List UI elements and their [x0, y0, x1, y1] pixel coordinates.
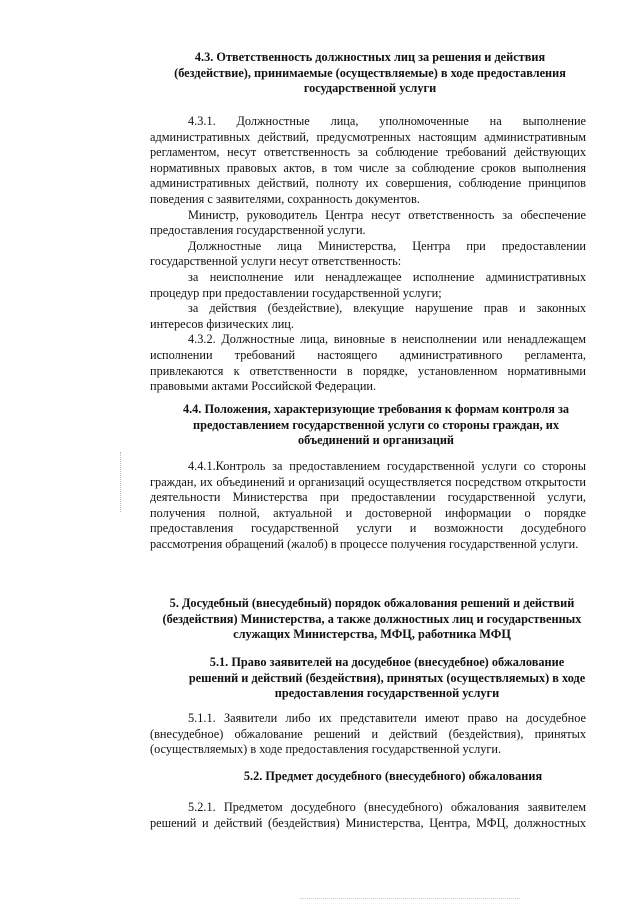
paragraph-nonperformance: за неисполнение или ненадлежащее исполнение административных процедур при предоставлении государственной услуги;: [150, 269, 586, 300]
margin-marks: [120, 452, 122, 512]
paragraph-4-4-1: 4.4.1.Контроль за предоставлением государственной услуги со стороны граждан, их объединений и организаций осуществляется посредством открытости деятельности Министерства при предоставлении государственной услуги, получения полной, актуальной и достоверной информации о порядке предоставления государственной услуги и возможности досудебного рассмотрения обращений (жалоб) в процессе получения государственной услуги.: [150, 459, 586, 551]
heading-5-2: 5.2. Предмет досудебного (внесудебного) обжалования: [243, 769, 543, 783]
paragraph-4-3-2: 4.3.2. Должностные лица, виновные в неисполнении или ненадлежащем исполнении требований настоящего административного регламента, привлекаются к ответственности в порядке, установленном нормативными правовыми актами Российской Федерации.: [150, 332, 586, 394]
heading-5-1: 5.1. Право заявителей на досудебное (внесудебное) обжалование решений и действий (бездействия), принятых (осуществляемых) в ходе предоставления государственной услуги: [188, 655, 586, 701]
section-5-1-body: [150, 711, 586, 758]
paragraph-5-2-1: 5.2.1. Предметом досудебного (внесудебного) обжалования заявителем решений и действий (бездействия) Министерства, Центра, МФЦ, должностных: [150, 800, 586, 830]
section-4-4-body: [150, 459, 586, 553]
paragraph-minister: Министр, руководитель Центра несут ответственность за обеспечение предоставления государственной услуги.: [150, 207, 586, 238]
heading-4-4: 4.4. Положения, характеризующие требования к формам контроля за предоставлением государственной услуги со стороны граждан, их объединений и организаций: [182, 402, 570, 448]
paragraph-5-1-1: 5.1.1. Заявители либо их представители имеют право на досудебное (внесудебное) обжалование решений и действий (бездействия), принятых (осуществляемых) в ходе предоставления государственной услуги.: [150, 711, 586, 757]
section-4-3-body: [150, 114, 586, 395]
paragraph-actions: за действия (бездействие), влекущие нарушение прав и законных интересов физических лиц.: [150, 301, 586, 331]
heading-5: 5. Досудебный (внесудебный) порядок обжалования решений и действий (бездействия) Министерства, а также должностных лиц и государственных служащих Министерства, МФЦ, работника МФЦ: [162, 596, 582, 642]
paragraph-officials: Должностные лица Министерства, Центра при предоставлении государственной услуги несут ответственность:: [150, 238, 586, 269]
heading-4-3: 4.3. Ответственность должностных лиц за решения и действия (бездействие), принимаемые (осуществляемые) в ходе предоставления государственной услуги: [174, 50, 566, 96]
section-5-2-body: [150, 800, 586, 831]
paragraph-4-3-1: 4.3.1. Должностные лица, уполномоченные на выполнение административных действий, предусмотренных настоящим административным регламентом, несут ответственность за соблюдение требований действующих нормативных правовых актов, в том числе за соблюдение сроков выполнения административных действий, полноту их совершения, соблюдение принципов поведения с заявителями, сохранность документов.: [150, 114, 586, 206]
bottom-rule: [300, 898, 520, 900]
